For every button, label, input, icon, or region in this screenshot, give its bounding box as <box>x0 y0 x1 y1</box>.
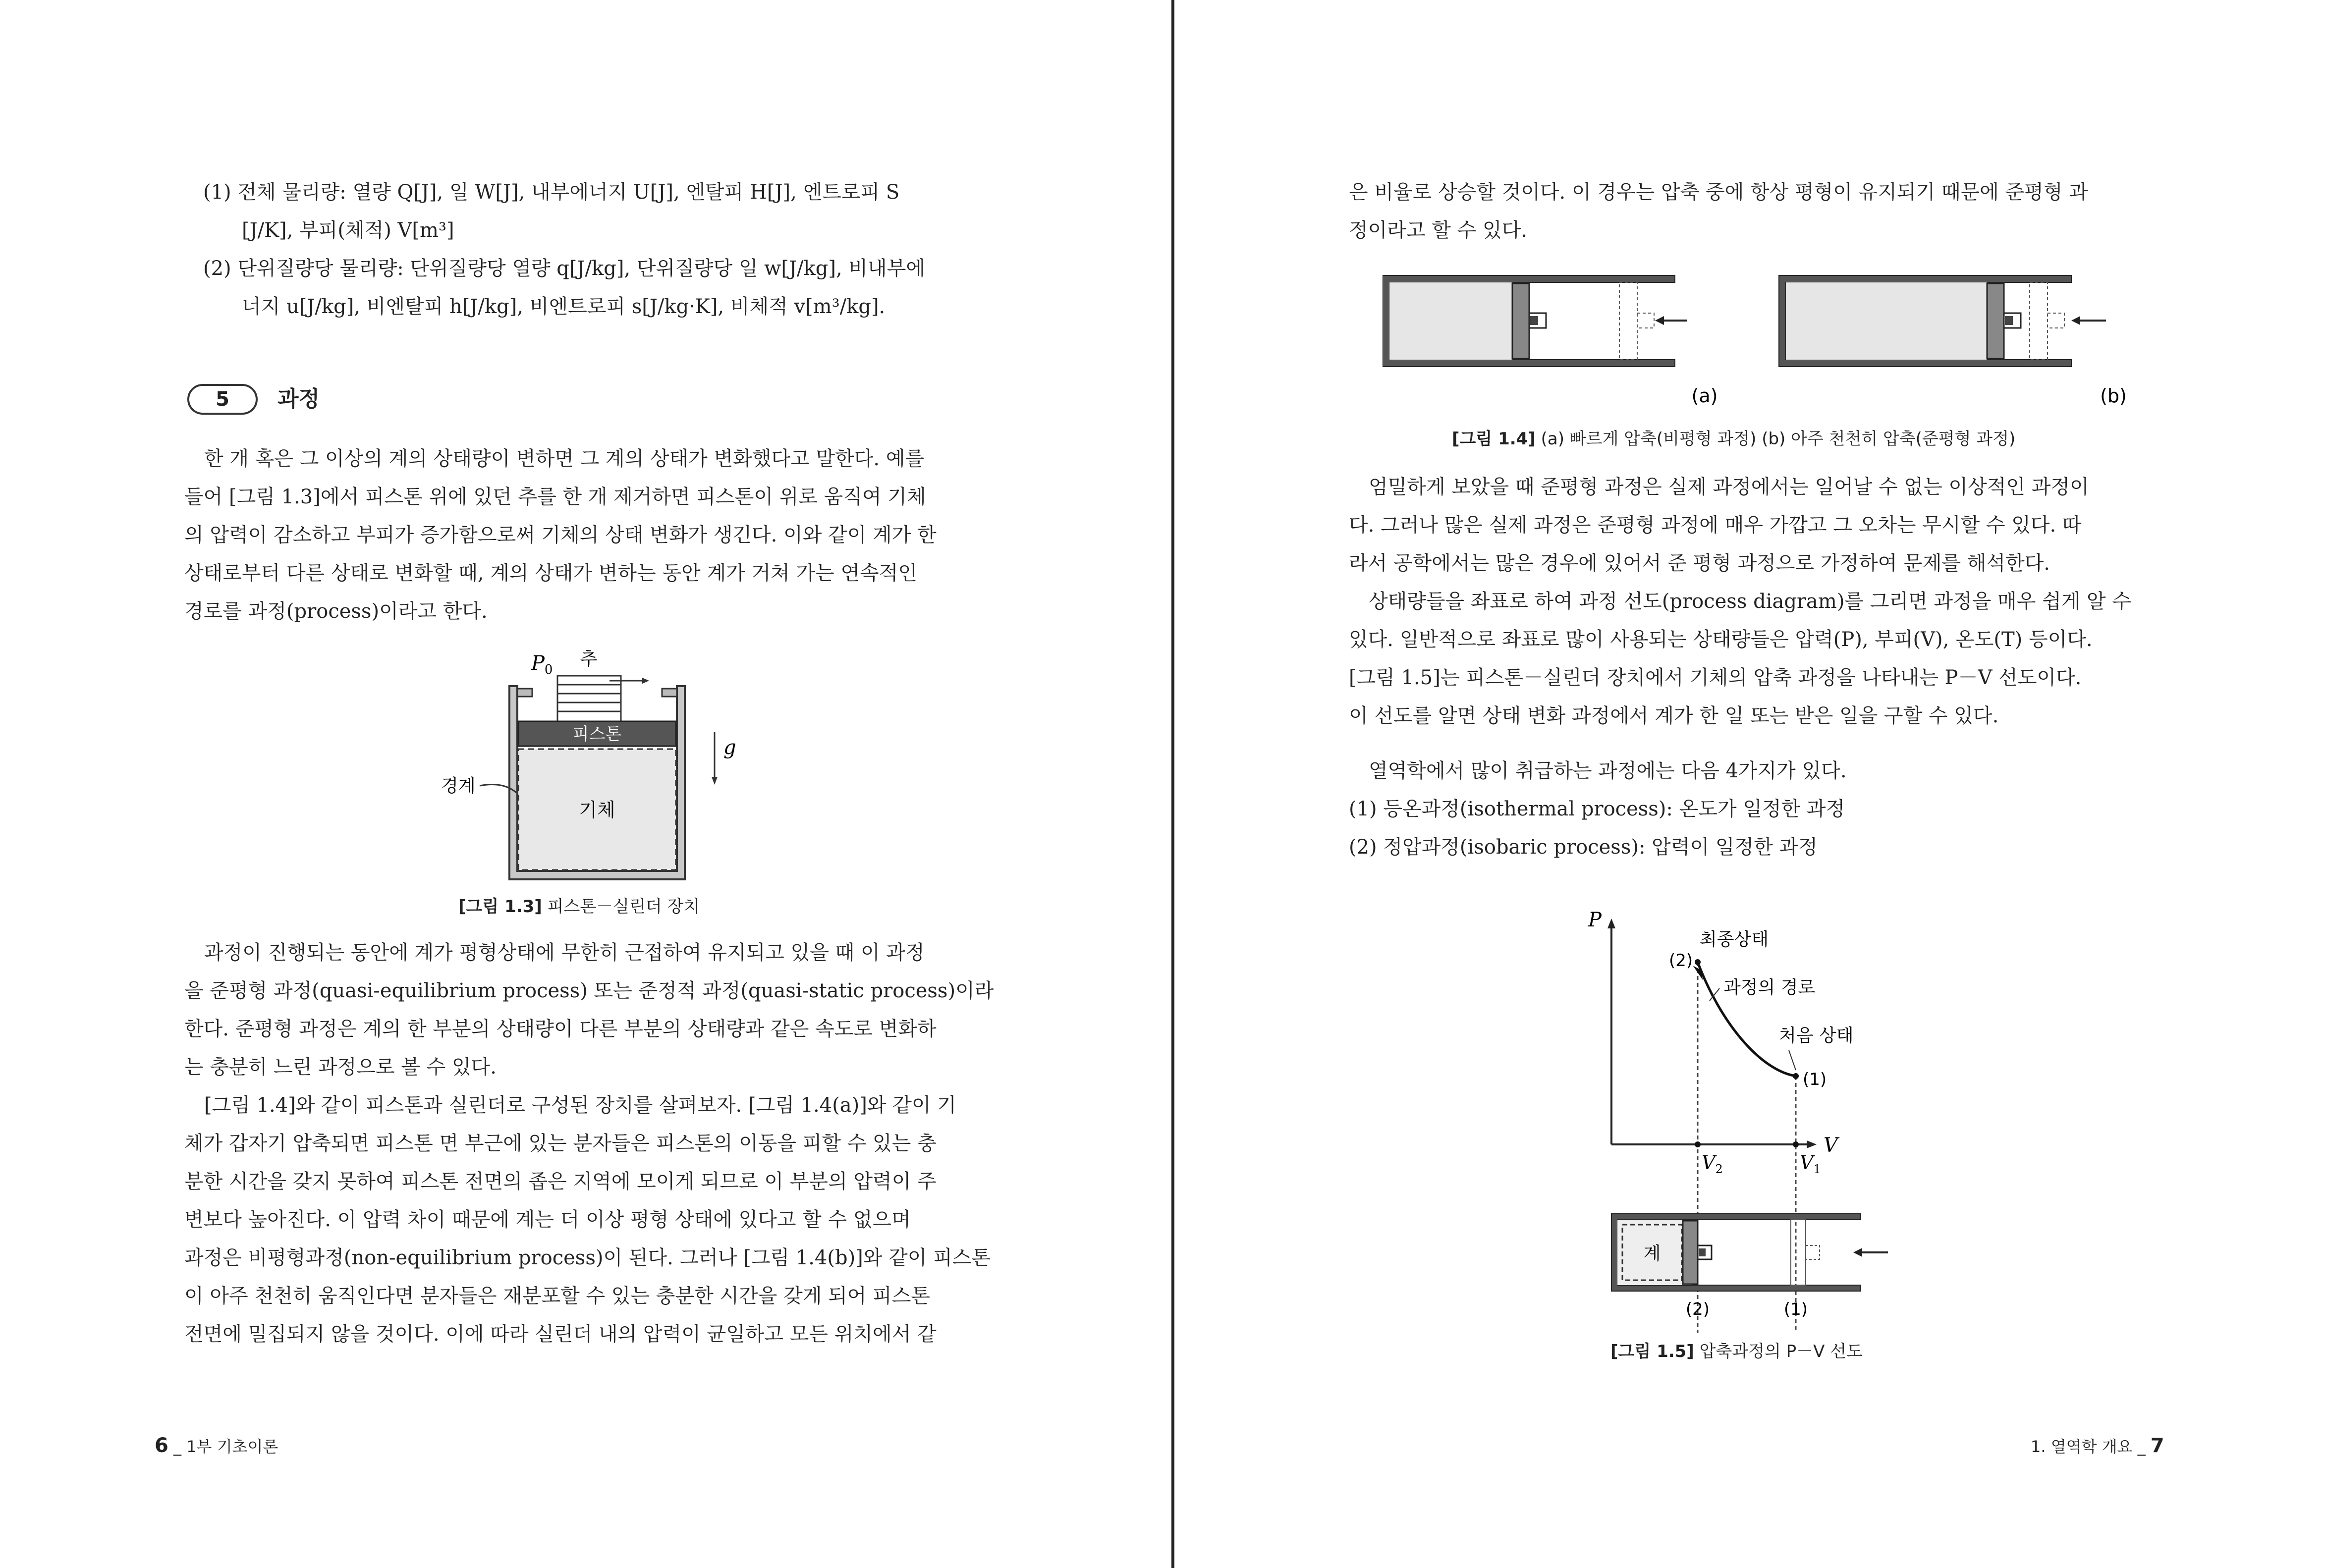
state-2-label: (2) <box>1669 951 1693 971</box>
boundary-label: 경계 <box>441 776 476 796</box>
page-number-left: 6 <box>155 1434 168 1457</box>
figure-1-5-caption-bold: [그림 1.5] <box>1610 1342 1694 1361</box>
text-line: [그림 1.4]와 같이 피스톤과 실린더로 구성된 장치를 살펴보자. [그림 1.4(a)]와 같이 기 <box>204 1094 956 1117</box>
p0-label: $P_0$ <box>531 652 553 677</box>
g-label: g <box>723 736 736 759</box>
v1-label: $V_1$ <box>1800 1152 1821 1176</box>
paragraph-process-types <box>1349 752 2146 866</box>
stop-left <box>517 689 532 697</box>
list-item-continued: [J/K], 부피(체적) V[m³] <box>242 219 454 242</box>
text-line: 을 준평형 과정(quasi-equilibrium process) 또는 준정적 과정(quasi-static process)이라 <box>184 979 994 1002</box>
cylinder-a <box>1383 275 1687 367</box>
weight-stack <box>557 676 621 721</box>
v2-label: $V_2$ <box>1702 1152 1723 1176</box>
text-line: 있다. 일반적으로 좌표로 많이 사용되는 상태량들은 압력(P), 부피(V), 온도(T) 등이다. <box>1349 628 2093 651</box>
quantity-list <box>203 173 981 326</box>
right-page <box>1174 0 2326 1568</box>
path-label: 과정의 경로 <box>1723 977 1816 998</box>
text-line: 과정은 비평형과정(non-equilibrium process)이 된다. 그러나 [그림 1.4(b)]와 같이 피스톤 <box>184 1246 991 1269</box>
paragraph-continued <box>1349 173 2146 250</box>
v-axis-label: V <box>1824 1134 1838 1157</box>
system-label: 계 <box>1643 1244 1661 1264</box>
text-line: 경로를 과정(process)이라고 한다. <box>184 600 488 623</box>
list-item: (2) 단위질량당 물리량: 단위질량당 열량 q[J/kg], 단위질량당 일 w[J/kg], 비내부에 <box>203 257 925 280</box>
text-line: 체가 갑자기 압축되면 피스톤 면 부근에 있는 분자들은 피스톤의 이동을 피할 수 있는 충 <box>184 1132 937 1155</box>
state-1-point <box>1793 1073 1799 1079</box>
figure-1-4-caption-bold: [그림 1.4] <box>1452 429 1536 449</box>
left-page-footer <box>155 1434 278 1457</box>
gas-label: 기체 <box>579 799 615 821</box>
text-line: 이 선도를 알면 상태 변화 과정에서 계가 한 일 또는 받은 일을 구할 수 있다. <box>1349 704 1999 727</box>
text-line: 열역학에서 많이 취급하는 과정에는 다음 4가지가 있다. <box>1369 759 1847 782</box>
piston-label: 피스톤 <box>572 724 622 744</box>
list-item: (1) 등온과정(isothermal process): 온도가 일정한 과정 <box>1349 798 1845 820</box>
text-line: 상태로부터 다른 상태로 변화할 때, 계의 상태가 변하는 동안 계가 거쳐 가는 연속적인 <box>184 562 918 585</box>
figure-1-4-caption <box>1452 425 2015 449</box>
text-line: 엄밀하게 보았을 때 준평형 과정은 실제 과정에서는 일어날 수 없는 이상적인 과정이 <box>1369 476 2089 498</box>
text-line: 는 충분히 느린 과정으로 볼 수 있다. <box>184 1056 497 1079</box>
label-b: (b) <box>2100 385 2127 407</box>
right-page-footer <box>2031 1434 2164 1457</box>
pv-cylinder <box>1611 1214 1888 1291</box>
weight-label: 추 <box>580 649 598 669</box>
v2-point <box>1695 1141 1701 1147</box>
list-item: (2) 정압과정(isobaric process): 압력이 일정한 과정 <box>1349 836 1818 859</box>
section-title: 과정 <box>277 386 320 412</box>
text-line: [그림 1.5]는 피스톤－실린더 장치에서 기체의 압축 과정을 나타내는 P－V 선도이다. <box>1349 666 2082 689</box>
text-line: 정이라고 할 수 있다. <box>1349 219 1527 242</box>
figure-1-5-caption-text: 압축과정의 P－V 선도 <box>1694 1342 1863 1361</box>
figure-1-5-caption <box>1610 1338 1863 1362</box>
v1-point <box>1793 1141 1799 1147</box>
state-1-label: (1) <box>1803 1070 1827 1089</box>
text-line: 분한 시간을 갖지 못하여 피스톤 전면의 좁은 지역에 모이게 되므로 이 부분의 압력이 주 <box>184 1170 937 1193</box>
text-line: 과정이 진행되는 동안에 계가 평형상태에 무한히 근접하여 유지되고 있을 때 이 과정 <box>204 941 925 964</box>
footer-part-title: _ 1부 기초이론 <box>173 1437 278 1456</box>
initial-state-label: 처음 상태 <box>1779 1026 1854 1046</box>
page-number-right: 7 <box>2150 1434 2164 1457</box>
text-line: 라서 공학에서는 많은 경우에 있어서 준 평형 과정으로 가정하여 문제를 해석한다. <box>1349 552 2050 575</box>
p-axis-label: P <box>1588 909 1602 931</box>
text-line: 다. 그러나 많은 실제 과정은 준평형 과정에 매우 가깝고 그 오차는 무시할 수 있다. 따 <box>1349 514 2082 537</box>
paragraph-process-diagram <box>1349 468 2146 735</box>
text-line: 전면에 밀집되지 않을 것이다. 이에 따라 실린더 내의 압력이 균일하고 모든 위치에서 같 <box>184 1323 937 1346</box>
figure-1-3-caption <box>458 893 700 917</box>
figure-1-3-caption-text: 피스톤－실린더 장치 <box>542 897 700 917</box>
label-a: (a) <box>1691 385 1718 407</box>
figure-compression <box>1383 272 2156 416</box>
figure-piston-cylinder <box>426 639 753 887</box>
figure-1-3-caption-bold: [그림 1.3] <box>458 897 542 917</box>
text-line: 의 압력이 감소하고 부피가 증가함으로써 기체의 상태 변화가 생긴다. 이와 같이 계가 한 <box>184 524 937 546</box>
paragraph-quasi-equilibrium <box>184 934 994 1353</box>
figure-1-4-caption-text: (a) 빠르게 압축(비평형 과정) (b) 아주 천천히 압축(준평형 과정) <box>1535 429 2016 449</box>
text-line: 은 비율로 상승할 것이다. 이 경우는 압축 중에 항상 평형이 유지되기 때문에 준평형 과 <box>1349 181 2088 204</box>
text-line: 변보다 높아진다. 이 압력 차이 때문에 계는 더 이상 평형 상태에 있다고 할 수 없으며 <box>184 1208 911 1231</box>
text-line: 들어 [그림 1.3]에서 피스톤 위에 있던 추를 한 개 제거하면 피스톤이 위로 움직여 기체 <box>184 486 926 508</box>
position-2-label: (2) <box>1685 1299 1710 1319</box>
text-line: 한다. 준평형 과정은 계의 한 부분의 상태량이 다른 부분의 상태량과 같은 속도로 변화하 <box>184 1018 937 1040</box>
paragraph-process <box>184 440 981 631</box>
section-number-badge: 5 <box>187 384 258 415</box>
state-2-point <box>1695 959 1701 965</box>
text-line: 한 개 혹은 그 이상의 계의 상태량이 변하면 그 계의 상태가 변화했다고 말한다. 예를 <box>204 447 925 470</box>
position-1-label: (1) <box>1783 1299 1808 1319</box>
list-item-continued: 너지 u[J/kg], 비엔탈피 h[J/kg], 비엔트로피 s[J/kg·K], 비체적 v[m³/kg]. <box>242 295 886 318</box>
stop-right <box>662 689 677 697</box>
footer-chapter-title: 1. 열역학 개요 _ <box>2031 1437 2146 1456</box>
final-state-label: 최종상태 <box>1700 929 1769 950</box>
text-line: 상태량들을 좌표로 하여 과정 선도(process diagram)를 그리면 과정을 매우 쉽게 알 수 <box>1369 590 2132 613</box>
text-line: 이 아주 천천히 움직인다면 분자들은 재분포할 수 있는 충분한 시간을 갖게 되어 피스톤 <box>184 1285 930 1307</box>
list-item: (1) 전체 물리량: 열량 Q[J], 일 W[J], 내부에너지 U[J], 엔탈피 H[J], 엔트로피 S <box>203 181 900 204</box>
figure-pv-diagram <box>1571 907 2007 1333</box>
cylinder-b <box>1779 275 2106 367</box>
